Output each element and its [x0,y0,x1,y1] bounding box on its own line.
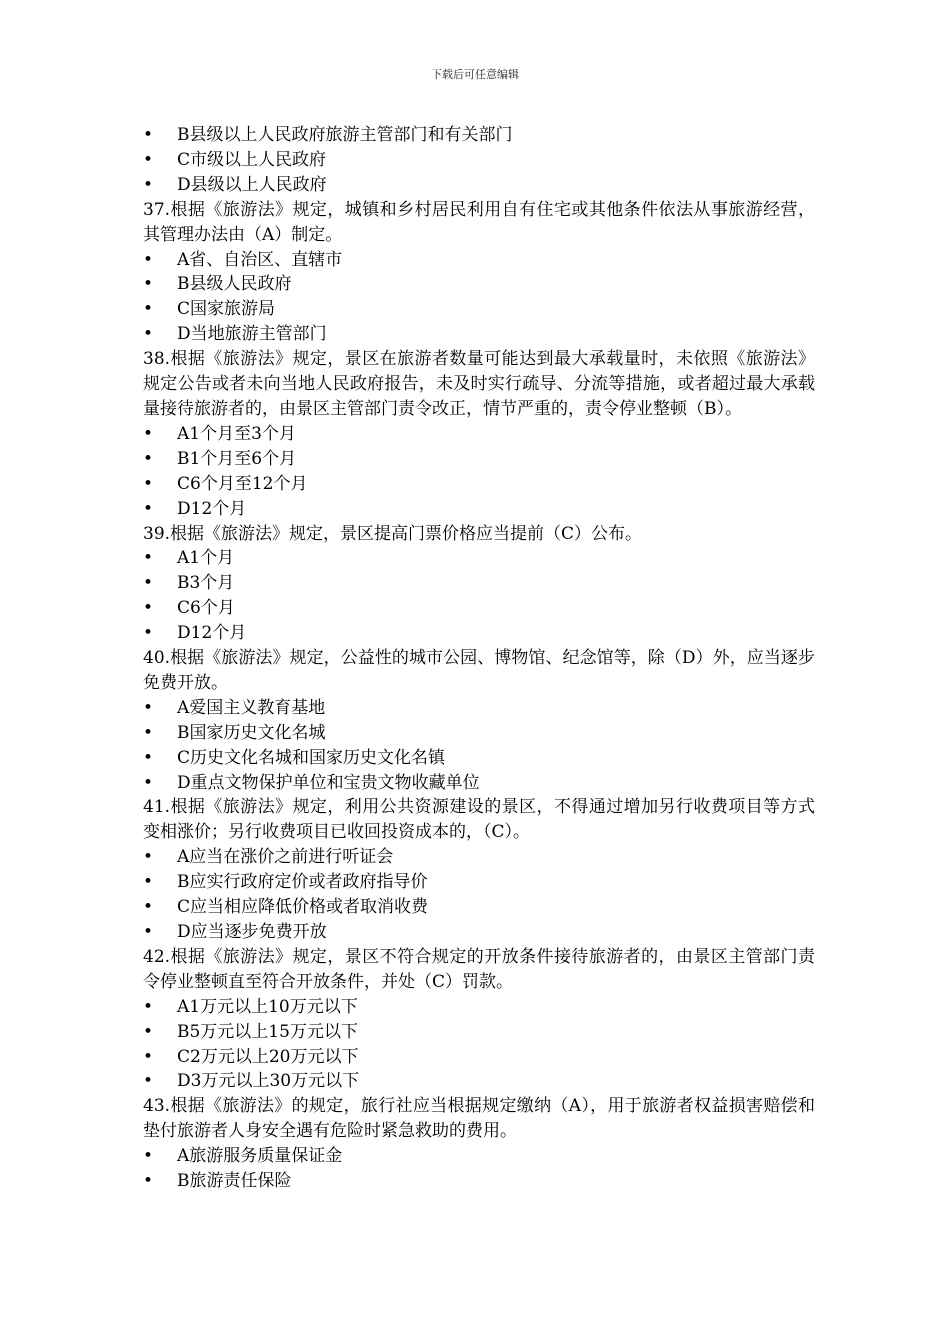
question-text: 37.根据《旅游法》规定，城镇和乡村居民利用自有住宅或其他条件依法从事旅游经营，其管理办法由（A）制定。 [143,199,815,245]
question-text: 41.根据《旅游法》规定，利用公共资源建设的景区，不得通过增加另行收费项目等方式变相涨价；另行收费项目已收回投资成本的，（C）。 [143,797,815,843]
option-text: B国家历史文化名城 [177,722,326,743]
bullet-icon: • [143,299,154,320]
option-item [143,123,815,148]
option-text: D12个月 [177,498,247,519]
bullet-icon: • [143,125,154,145]
bullet-icon: • [143,473,154,494]
option-item [143,920,815,945]
option-item [143,845,815,870]
option-text: B5万元以上15万元以下 [177,1021,358,1042]
option-text: B3个月 [177,573,235,594]
option-text: B县级以上人民政府旅游主管部门和有关部门 [177,125,513,145]
bullet-icon: • [143,722,154,743]
bullet-icon: • [143,249,154,270]
option-item [143,721,815,746]
bullet-icon: • [143,1021,154,1042]
option-text: A1万元以上10万元以下 [177,996,358,1017]
option-item [143,1169,815,1194]
option-item [143,1144,815,1169]
option-item [143,1045,815,1070]
bullet-icon: • [143,922,154,942]
option-item [143,1020,815,1045]
option-text: C6个月 [177,598,235,619]
bullet-icon: • [143,747,154,768]
bullet-icon: • [143,548,154,569]
option-item [143,447,815,472]
option-text: C6个月至12个月 [177,473,308,494]
question-text: 43.根据《旅游法》的规定，旅行社应当根据规定缴纳（A），用于旅游者权益损害赔偿和垫付旅游者人身安全遇有危险时紧急救助的费用。 [143,1096,815,1142]
bullet-icon: • [143,872,154,893]
question-text: 39.根据《旅游法》规定，景区提高门票价格应当提前（C）公布。 [143,523,643,544]
option-item [143,472,815,497]
option-item [143,696,815,721]
question-text: 40.根据《旅游法》规定，公益性的城市公园、博物馆、纪念馆等，除（D）外，应当逐步免费开放。 [143,648,815,693]
option-item [143,746,815,771]
option-item [143,995,815,1020]
option-text: D应当逐步免费开放 [177,922,327,942]
option-item [143,571,815,596]
bullet-icon: • [143,598,154,619]
bullet-icon: • [143,498,154,519]
option-item [143,297,815,322]
option-text: A应当在涨价之前进行听证会 [177,847,394,868]
option-text: B旅游责任保险 [177,1171,292,1192]
option-text: B1个月至6个月 [177,448,297,469]
option-text: D当地旅游主管部门 [177,324,327,345]
bullet-icon: • [143,149,154,170]
bullet-icon: • [143,996,154,1017]
option-item [143,248,815,273]
option-text: D重点文物保护单位和宝贵文物收藏单位 [177,772,480,793]
option-item [143,546,815,571]
option-item [143,272,815,297]
bullet-icon: • [143,448,154,469]
bullet-icon: • [143,1171,154,1192]
bullet-icon: • [143,1071,154,1092]
bullet-icon: • [143,623,154,644]
option-text: D12个月 [177,623,247,644]
option-item [143,621,815,646]
page-header: 下载后可任意编辑 [431,68,519,81]
bullet-icon: • [143,324,154,345]
option-text: C历史文化名城和国家历史文化名镇 [177,747,446,768]
bullet-icon: • [143,847,154,868]
bullet-icon: • [143,1146,154,1167]
option-text: A1个月 [177,548,235,569]
bullet-icon: • [143,423,154,444]
document-body [143,123,815,1194]
option-text: D县级以上人民政府 [177,174,327,195]
question-text: 38.根据《旅游法》规定，景区在旅游者数量可能达到最大承载量时，未依照《旅游法》规定公告或者未向当地人民政府报告，未及时实行疏导、分流等措施，或者超过最大承载量接待旅游者的，由景区主管部门责令改正，情节严重的，责令停业整顿（B）。 [143,349,815,419]
option-text: C2万元以上20万元以下 [177,1046,359,1067]
option-text: A旅游服务质量保证金 [177,1146,343,1167]
bullet-icon: • [143,1046,154,1067]
question-text: 42.根据《旅游法》规定，景区不符合规定的开放条件接待旅游者的，由景区主管部门责令停业整顿直至符合开放条件，并处（C）罚款。 [143,946,815,992]
option-text: A1个月至3个月 [177,423,296,444]
option-text: B县级人民政府 [177,274,292,295]
option-item [143,422,815,447]
option-item [143,322,815,347]
option-text: D3万元以上30万元以下 [177,1071,360,1092]
option-text: C市级以上人民政府 [177,149,327,170]
bullet-icon: • [143,897,154,918]
option-item [143,1069,815,1094]
bullet-icon: • [143,573,154,594]
bullet-icon: • [143,697,154,718]
option-item [143,148,815,173]
option-text: A省、自治区、直辖市 [177,249,343,270]
bullet-icon: • [143,274,154,295]
option-item [143,497,815,522]
option-text: C国家旅游局 [177,299,276,320]
bullet-icon: • [143,174,154,195]
option-item [143,895,815,920]
option-item [143,771,815,796]
option-item [143,596,815,621]
option-text: C应当相应降低价格或者取消收费 [177,897,429,918]
bullet-icon: • [143,772,154,793]
option-item [143,173,815,198]
option-text: B应实行政府定价或者政府指导价 [177,872,428,893]
option-item [143,870,815,895]
option-text: A爱国主义教育基地 [177,697,326,718]
